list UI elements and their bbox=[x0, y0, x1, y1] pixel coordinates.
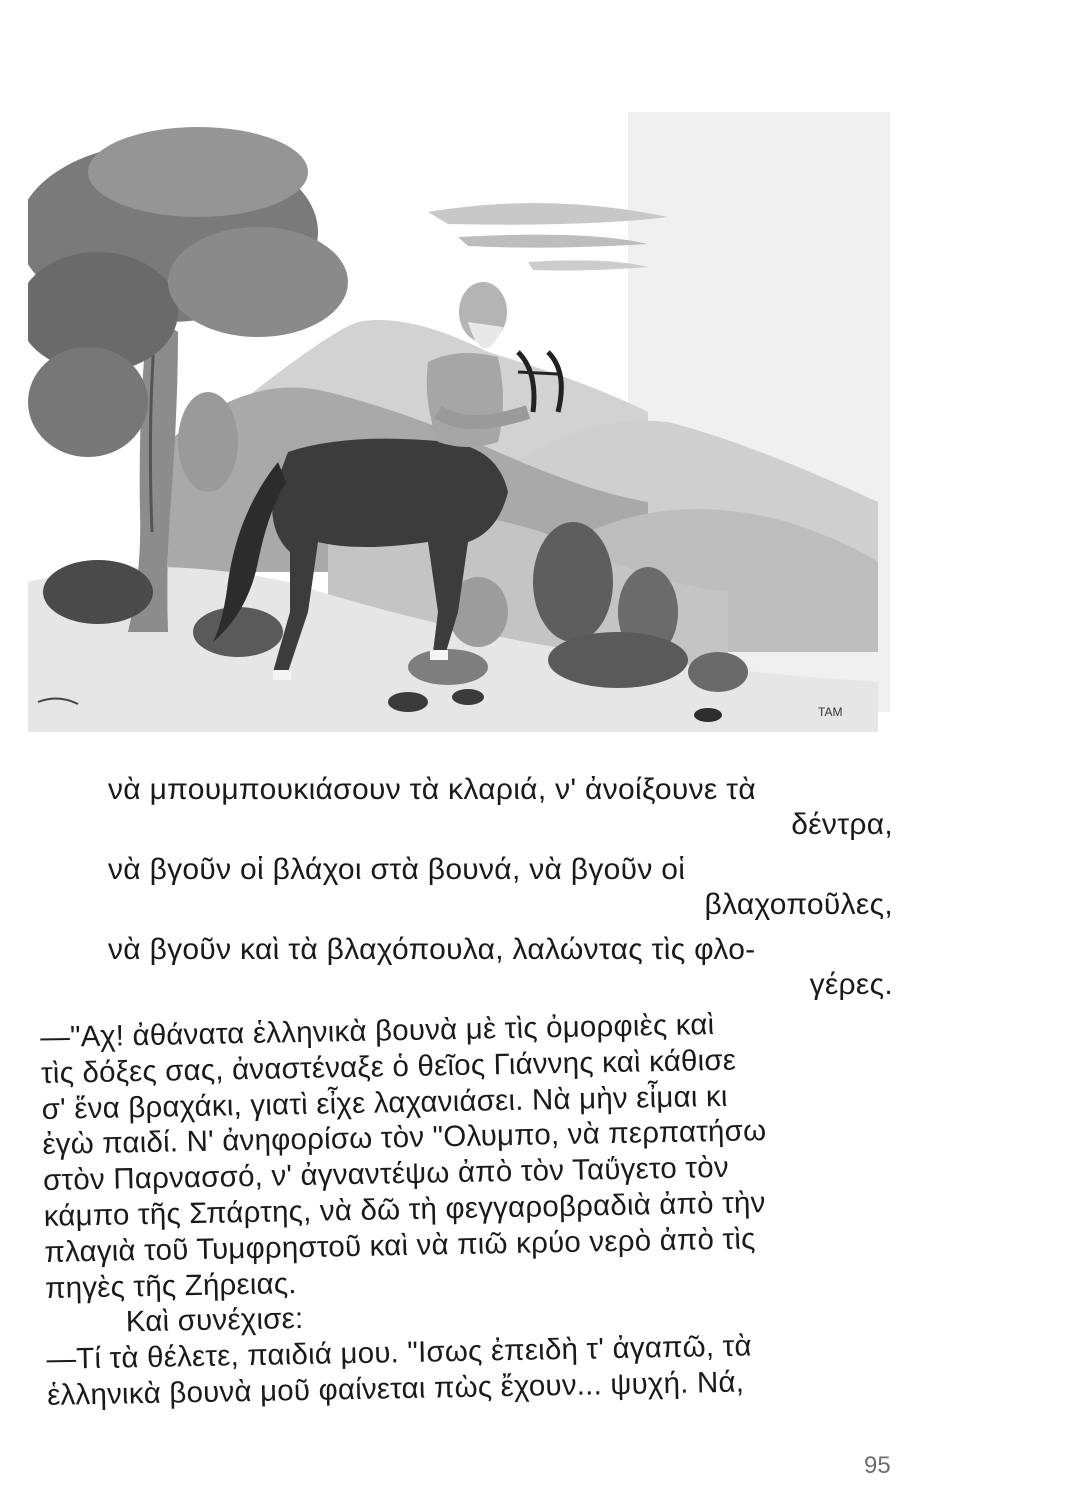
prose-line: τὶς δόξες σας, ἀναστέναξε ὁ θεῖος Γιάννης καὶ κάθισε bbox=[40, 1043, 737, 1090]
prose-line: κάμπο τῆς Σπάρτης, νὰ δῶ τὴ φεγγαροβραδιὰ ἀπὸ τὴν bbox=[43, 1186, 766, 1233]
poem-line: νὰ βγοῦν καὶ τὰ βλαχόπουλα, λαλώντας τὶς φλο- bbox=[108, 933, 756, 966]
prose-line: στὸν Παρνασσό, ν' ἀγναντέψω ἀπὸ τὸν Ταΰγετο τὸν bbox=[42, 1150, 730, 1198]
prose-line: —"Αχ! ἀθάνατα ἑλληνικὰ βουνὰ μὲ τὶς ὀμορφιὲς καὶ bbox=[40, 1008, 715, 1054]
page-number: 95 bbox=[864, 1452, 891, 1479]
poem-stanza bbox=[108, 932, 893, 1002]
prose-line: πλαγιὰ τοῦ Τυμφρηστοῦ καὶ νὰ πιῶ κρύο νερὸ ἀπὸ τὶς bbox=[44, 1222, 756, 1269]
prose-line: ἑλληνικὰ βουνὰ μοῦ φαίνεται πὼς ἔχουν... ψυχή. Νά, bbox=[46, 1365, 745, 1412]
prose-line: πηγὲς τῆς Ζήρειας. bbox=[44, 1266, 297, 1305]
poem-line-continuation: βλαχοποῦλες, bbox=[704, 888, 893, 921]
poem-line-continuation: γέρες. bbox=[809, 968, 893, 1001]
prose-line: ἐγὼ παιδί. Ν' ἀνηφορίσω τὸν "Ολυμπο, νὰ περπατήσω bbox=[42, 1114, 767, 1162]
poem-stanza bbox=[108, 852, 893, 922]
poem-line: νὰ μπουμπουκιάσουν τὰ κλαριά, ν' ἀνοίξουνε τὰ bbox=[108, 773, 756, 806]
centaur-illustration bbox=[28, 112, 890, 732]
poem-stanza bbox=[108, 772, 893, 842]
prose-line: —Τί τὰ θέλετε, παιδιά μου. "Ισως ἐπειδὴ τ' ἀγαπῶ, τὰ bbox=[46, 1329, 753, 1377]
prose-line: Καὶ συνέχισε: bbox=[125, 1302, 304, 1339]
prose-line: σ' ἕνα βραχάκι, γιατὶ εἶχε λαχανιάσει. Νὰ μὴν εἶμαι κι bbox=[41, 1079, 728, 1126]
centaur-drawing bbox=[28, 112, 890, 732]
poem-line: νὰ βγοῦν οἱ βλάχοι στὰ βουνά, νὰ βγοῦν οἱ bbox=[108, 853, 686, 886]
poem bbox=[108, 772, 893, 1012]
poem-line-continuation: δέντρα, bbox=[791, 808, 893, 841]
illustration-signature: ΤΑΜ bbox=[818, 705, 843, 719]
prose-text bbox=[40, 1004, 899, 1414]
